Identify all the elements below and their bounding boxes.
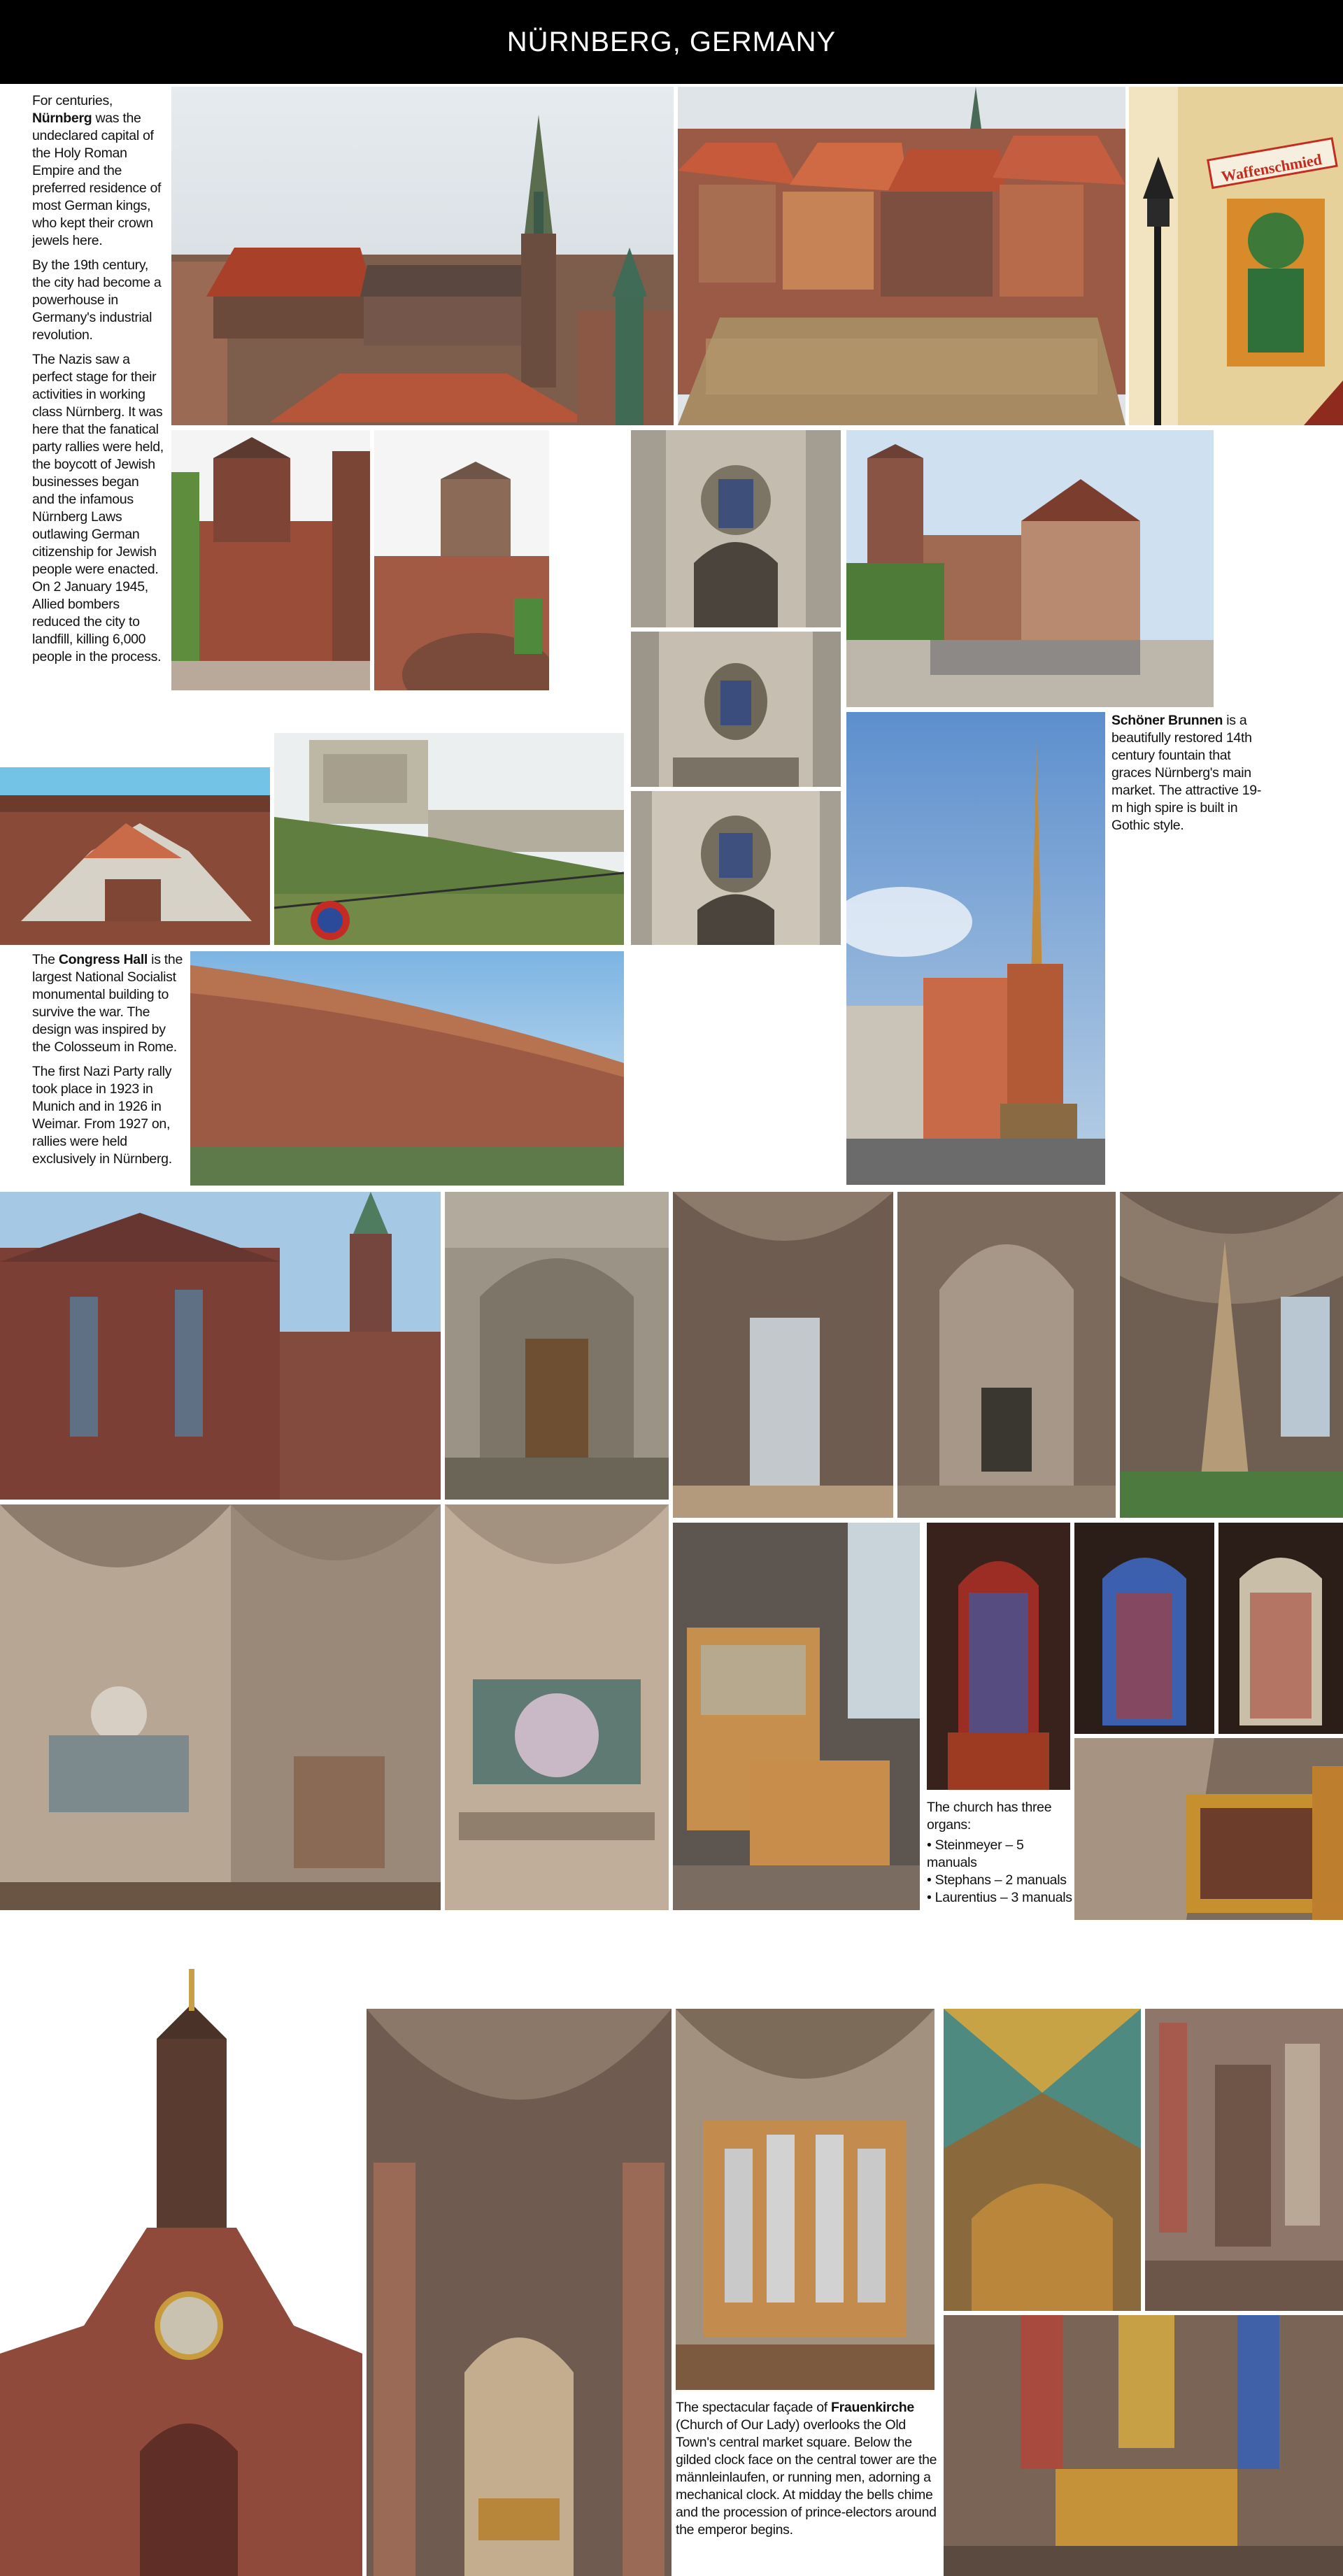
intro-text-cont: was the undeclared capital of the Holy Roman Empire and the preferred residence of most German kings, who kept their crown jewels here.	[32, 111, 162, 248]
intro-text: For centuries,	[32, 93, 113, 108]
organ-item: • Steinmeyer – 5 manuals	[927, 1837, 1024, 1870]
organ-item: • Laurentius – 3 manuals	[927, 1890, 1072, 1905]
photo-portal-crest-3	[631, 791, 841, 945]
photo-frauenkirche-altar	[944, 2315, 1343, 2576]
schoner-text: is a beautifully restored 14th century fountain that graces Nürnberg's main market. The attractive 19-m high spire is built in Gothic style.	[1111, 713, 1262, 833]
frauenkirche-caption	[676, 2399, 938, 2546]
photo-st-lorenz-exterior	[0, 1192, 441, 1500]
intro-caption	[32, 92, 164, 673]
photo-wall-statues	[1145, 2009, 1343, 2311]
schoner-brunnen-caption	[1111, 712, 1265, 841]
photo-frauenkirche-organ	[676, 2009, 935, 2390]
sign-text: Waffenschmied	[1220, 150, 1323, 185]
congress-bold: Congress Hall	[58, 952, 148, 967]
photo-round-tower	[374, 430, 549, 690]
photo-schoner-brunnen	[846, 712, 1105, 1185]
frauenkirche-text-pre: The spectacular façade of	[676, 2400, 832, 2415]
intro-industrial: By the 19th century, the city had become a powerhouse in Germany's industrial revolution.	[32, 257, 162, 343]
photo-castle-tower	[171, 430, 370, 690]
congress-rallies: The first Nazi Party rally took place in 1923 in Munich and in 1926 in Weimar. From 1927 on, rallies were held exclusively in Nürnberg.	[32, 1064, 172, 1167]
organs-intro: The church has three organs:	[927, 1800, 1052, 1833]
photo-lorenz-nave-2	[897, 1192, 1116, 1518]
organ-item: • Stephans – 2 manuals	[927, 1872, 1067, 1888]
congress-hall-caption	[32, 951, 186, 1175]
photo-rooftops-city-model	[678, 87, 1125, 425]
photo-lorenz-nave-1	[673, 1192, 893, 1518]
nurnberg-bold: Nürnberg	[32, 111, 92, 126]
congress-text: is the largest National Socialist monumental building to survive the war. The design was inspired by the Colosseum in Rome.	[32, 952, 183, 1055]
page-title: NÜRNBERG, GERMANY	[506, 26, 837, 57]
photo-city-skyline	[171, 87, 674, 425]
photo-portal-crest-2	[631, 632, 841, 787]
intro-nazi-history: The Nazis saw a perfect stage for their activities in working class Nürnberg. It was here that the fanatical party rallies were held, the boycott of Jewish businesses began and the infamous Nürnberg Laws outlawing German citizenship for Jewish people were enacted. On 2 January 1945, Allied bombers reduced the city to landfill, killing 6,000 people in the process.	[32, 352, 164, 664]
photo-mosaic-wall	[0, 767, 270, 945]
page-header	[0, 0, 1343, 84]
photo-lorenz-organ-loft	[445, 1504, 669, 1910]
organs-list	[927, 1837, 1074, 1907]
photo-portal-crest-1	[631, 430, 841, 627]
frauenkirche-text: (Church of Our Lady) overlooks the Old Town's central market square. Below the gilded clock face on the central tower are the männleinlaufen, or running men, adorning a mechanical clock. At midday the bells chime and the procession of prince-electors around the emperor begins.	[676, 2417, 937, 2538]
organs-caption	[927, 1799, 1074, 1907]
photo-frauenkirche-nave	[367, 2009, 672, 2576]
photo-organ-console	[673, 1523, 920, 1910]
photo-stained-glass-1	[927, 1523, 1070, 1790]
photo-waffenschmied-sign	[1129, 87, 1343, 425]
photo-congress-hall	[190, 951, 624, 1186]
photo-lorenz-portal	[445, 1192, 669, 1500]
photo-altar-triptych	[1074, 1738, 1343, 1920]
photo-stained-glass-2	[1074, 1523, 1214, 1734]
photo-lorenz-rose-window	[0, 1504, 441, 1910]
congress-text-pre: The	[32, 952, 59, 967]
frauenkirche-bold: Frauenkirche	[831, 2400, 914, 2415]
photo-zeppelin-field	[274, 733, 624, 945]
photo-frauenkirche-facade	[0, 1962, 362, 2576]
photo-castle-courtyard	[846, 430, 1214, 707]
photo-lorenz-tabernacle	[1120, 1192, 1343, 1518]
photo-painted-vault	[944, 2009, 1141, 2311]
photo-stained-glass-3	[1218, 1523, 1343, 1734]
schoner-bold: Schöner Brunnen	[1111, 713, 1223, 728]
